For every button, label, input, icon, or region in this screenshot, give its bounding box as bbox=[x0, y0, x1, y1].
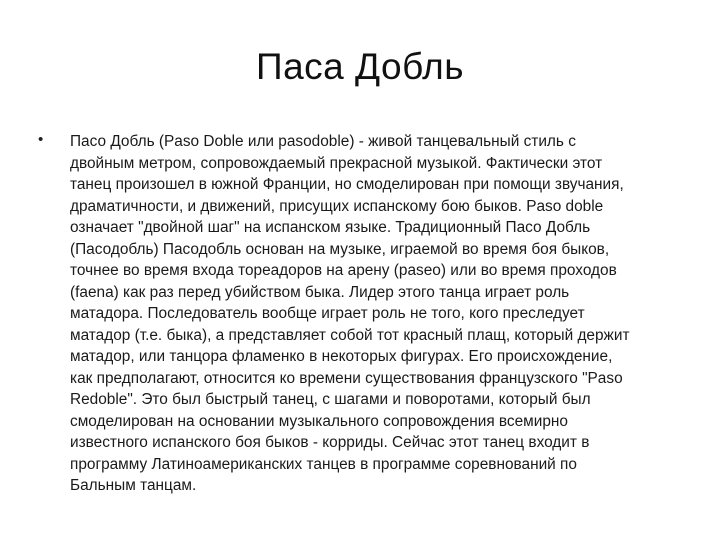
paragraph-line: матадора. Последователь вообще играет роль не того, кого преследует bbox=[70, 305, 585, 322]
bullet-paragraph bbox=[70, 131, 688, 497]
paragraph-line: танец произошел в южной Франции, но смоделирован при помощи звучания, bbox=[70, 176, 624, 193]
paragraph-line: Бальным танцам. bbox=[70, 477, 197, 494]
paragraph-line: матадор (т.е. быка), а представляет собой тот красный плащ, который держит bbox=[70, 326, 630, 344]
paragraph-line: смоделирован на основании музыкального сопровождения всемирно bbox=[70, 412, 568, 430]
slide-title: Паса Добль bbox=[256, 46, 464, 87]
paragraph-line: драматичности, и движений, присущих испанскому бою быков. Paso doble bbox=[70, 197, 604, 215]
paragraph-line: (Пасодобль) Пасодобль основан на музыке, играемой во время боя быков, bbox=[70, 240, 610, 258]
paragraph-line: известного испанского боя быков - корриды. Сейчас этот танец входит в bbox=[70, 434, 590, 451]
paragraph-line: двойным метром, сопровождаемый прекрасной музыкой. Фактически этот bbox=[70, 154, 603, 172]
paragraph-line: Пасо Добль (Paso Doble или pasodoble) - живой танцевальный стиль с bbox=[70, 133, 576, 150]
bullet-icon: • bbox=[38, 131, 44, 148]
paragraph-line: программу Латиноамериканских танцев в программе соревнований по bbox=[70, 455, 577, 473]
paragraph-line: точнее во время входа тореадоров на арену (paseo) или во время проходов bbox=[70, 262, 617, 279]
paragraph-line: (faena) как раз перед убийством быка. Лидер этого танца играет роль bbox=[70, 283, 570, 301]
paragraph-line: матадор, или танцора фламенко в некоторых фигурах. Его происхождение, bbox=[70, 348, 613, 365]
paragraph-line: Redoble". Это был быстрый танец, с шагами и поворотами, который был bbox=[70, 391, 591, 408]
paragraph-line: означает "двойной шаг" на испанском языке. Традиционный Пасо Добль bbox=[70, 219, 591, 236]
paragraph-line: как предполагают, относится ко времени существования французского "Paso bbox=[70, 369, 623, 387]
